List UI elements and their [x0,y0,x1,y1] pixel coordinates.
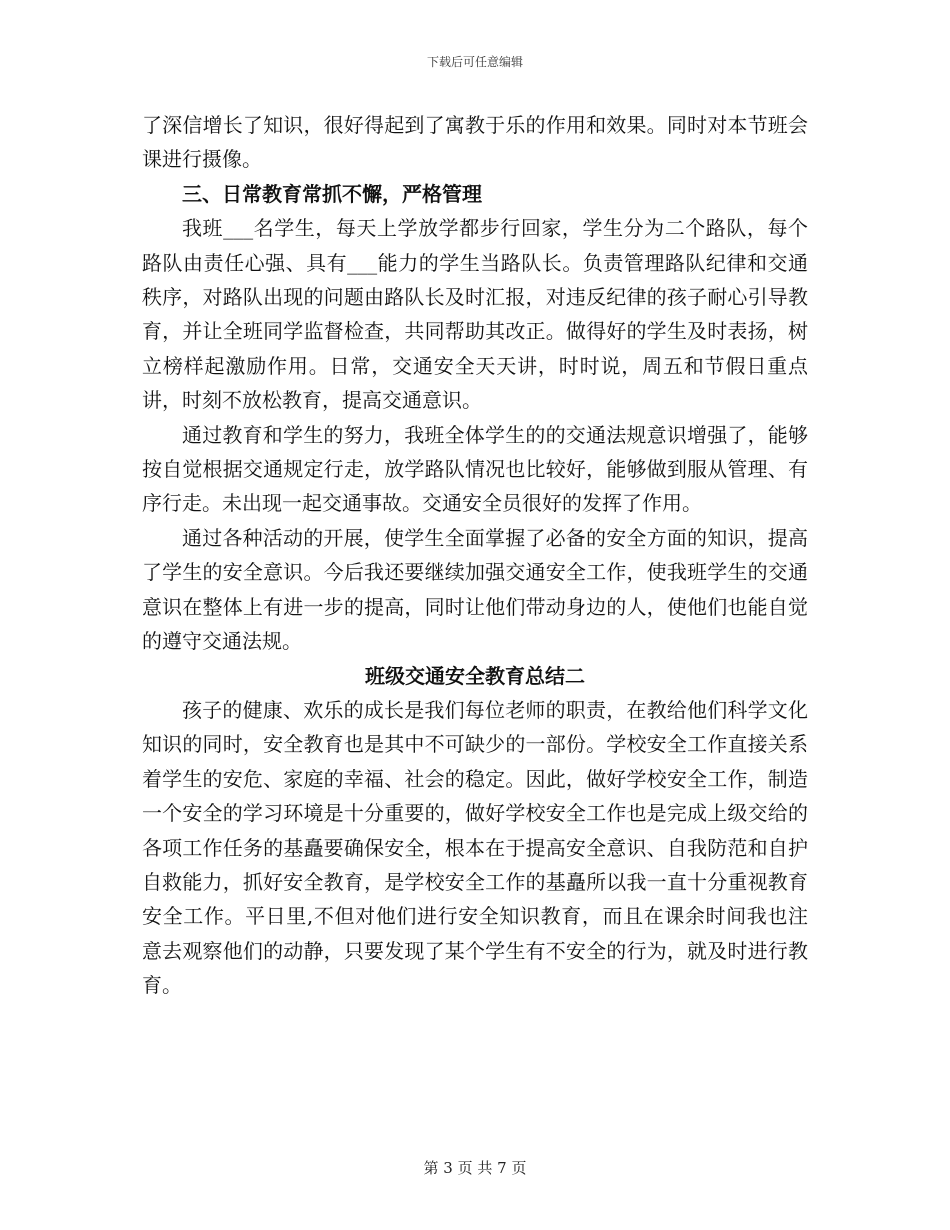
page-header-note: 下载后可任意编辑 [426,55,523,69]
section-heading: 三、日常教育常抓不懈，严格管理 [182,181,482,206]
document-body [142,108,808,1003]
paragraph-1: 我班___名学生，每天上学放学都步行回家，学生分为二个路队，每个路队由责任心强、具有___能力的学生当路队长。负责管理路队纪律和交通秩序，对路队出现的问题由路队长及时汇报，对违反纪律的孩子耐心引导教育，并让全班同学监督检查，共同帮助其改正。做得好的学生及时表扬，树立榜样起激励作用。日常，交通安全天天讲，时时说，周五和节假日重点讲，时刻不放松教育，提高交通意识。 [142,216,808,413]
page-number: 第 3 页 共 7 页 [423,1159,527,1177]
document-subtitle: 班级交通安全教育总结二 [365,663,585,688]
paragraph-2: 通过教育和学生的努力，我班全体学生的的交通法规意识增强了，能够按自觉根据交通规定行走，放学路队情况也比较好，能够做到服从管理、有序行走。未出现一起交通事故。交通安全员很好的发挥了作用。 [142,422,808,516]
paragraph-continued: 了深信增长了知识，很好得起到了寓教于乐的作用和效果。同时对本节班会课进行摄像。 [142,113,808,172]
paragraph-3: 通过各种活动的开展，使学生全面掌握了必备的安全方面的知识，提高了学生的安全意识。今后我还要继续加强交通安全工作，使我班学生的交通意识在整体上有进一步的提高，同时让他们带动身边的人，使他们也能自觉的遵守交通法规。 [142,525,808,654]
paragraph-4: 孩子的健康、欢乐的成长是我们每位老师的职责，在教给他们科学文化知识的同时，安全教育也是其中不可缺少的一部份。学校安全工作直接关系着学生的安危、家庭的幸福、社会的稳定。因此，做好学校安全工作，制造一个安全的学习环境是十分重要的，做好学校安全工作也是完成上级交给的各项工作任务的基矗要确保安全，根本在于提高安全意识、自我防范和自护自救能力，抓好安全教育，是学校安全工作的基矗所以我一直十分重视教育安全工作。平日里,不但对他们进行安全知识教育，而且在课余时间我也注意去观察他们的动静，只要发现了某个学生有不安全的行为，就及时进行教育。 [142,697,808,998]
